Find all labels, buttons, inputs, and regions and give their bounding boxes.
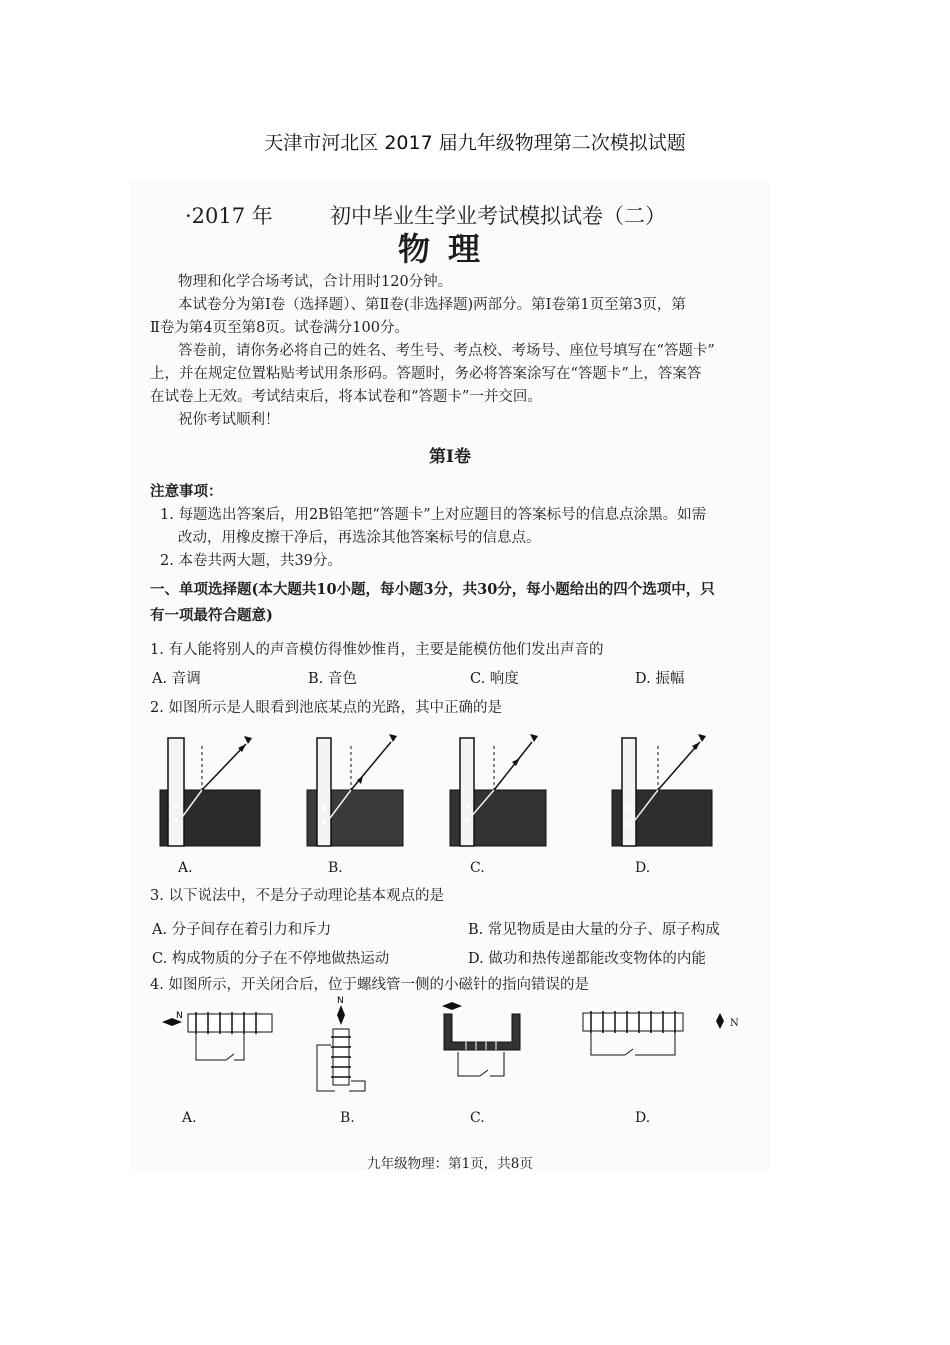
question-3-option-c: C. 构成物质的分子在不停地做热运动 <box>152 951 390 967</box>
intro-line-2b: Ⅱ卷为第4页至第8页。试卷满分100分。 <box>150 320 409 336</box>
intro-line-3b: 上，并在规定位置粘贴考试用条形码。答题时，务必将答案涂写在“答题卡”上，答案答 <box>150 366 702 382</box>
part1-heading-b: 有一项最符合题意) <box>150 607 273 624</box>
question-2-figure-c <box>448 728 568 853</box>
svg-text:N: N <box>176 1011 183 1021</box>
question-4-label-b: B. <box>340 1110 355 1126</box>
question-2-figure-d <box>610 728 730 853</box>
question-2-label-b: B. <box>328 860 343 876</box>
page-footer: 九年级物理：第1页，共8页 <box>367 1156 533 1172</box>
question-1-option-d: D. 振幅 <box>635 671 685 687</box>
question-4-stem: 4. 如图所示，开关闭合后，位于螺线管一侧的小磁针的指向错误的是 <box>150 977 589 993</box>
intro-line-2a: 本试卷分为第Ⅰ卷（选择题）、第Ⅱ卷(非选择题)两部分。第Ⅰ卷第1页至第3页，第 <box>178 297 686 313</box>
question-1-stem: 1. 有人能将别人的声音模仿得惟妙惟肖，主要是能模仿他们发出声音的 <box>150 642 604 658</box>
intro-line-1: 物理和化学合场考试，合计用时120分钟。 <box>178 274 453 290</box>
question-3-option-a: A. 分子间存在着引力和斥力 <box>152 922 332 938</box>
question-4-label-a: A. <box>182 1110 197 1126</box>
question-3-option-b: B. 常见物质是由大量的分子、原子构成 <box>468 922 720 938</box>
question-4-figure-c <box>438 1000 538 1090</box>
question-4-label-c: C. <box>470 1110 485 1126</box>
exam-year: ·2017 年 <box>185 204 273 228</box>
intro-line-4: 祝你考试顺利！ <box>178 412 280 428</box>
compass-n-label: N <box>730 1018 739 1029</box>
section-title: 第Ⅰ卷 <box>429 447 471 467</box>
question-2-figure-a <box>158 728 278 853</box>
question-2-figure-b <box>305 728 425 853</box>
intro-line-3c: 在试卷上无效。考试结束后，将本试卷和“答题卡”一并交回。 <box>150 389 542 405</box>
question-4-figure-b <box>305 995 385 1105</box>
intro-line-3a: 答卷前，请你务必将自己的姓名、考生号、考点校、考场号、座位号填写在“答题卡” <box>178 343 715 359</box>
question-2-stem: 2. 如图所示是人眼看到池底某点的光路，其中正确的是 <box>150 700 502 716</box>
page-title: 天津市河北区 2017 届九年级物理第二次模拟试题 <box>264 132 686 154</box>
scanned-exam-page <box>130 180 770 1170</box>
question-3-option-d: D. 做功和热传递都能改变物体的内能 <box>468 951 706 967</box>
exam-name: 初中毕业生学业考试模拟试卷（二） <box>330 204 666 228</box>
part1-heading-a: 一、单项选择题(本大题共10小题，每小题3分，共30分，每小题给出的四个选项中，只 <box>150 581 715 598</box>
question-4-figure-d <box>575 1005 760 1085</box>
question-4-figure-a <box>160 1010 280 1090</box>
svg-text:N: N <box>337 996 344 1006</box>
notes-item-1a: 1. 每题选出答案后，用2B铅笔把“答题卡”上对应题目的答案标号的信息点涂黑。如需 <box>160 507 707 523</box>
notes-item-1b: 改动，用橡皮擦干净后，再选涂其他答案标号的信息点。 <box>178 530 541 546</box>
question-2-label-d: D. <box>635 860 651 876</box>
question-1-option-c: C. 响度 <box>470 671 519 687</box>
question-3-stem: 3. 以下说法中，不是分子动理论基本观点的是 <box>150 888 444 904</box>
question-2-label-c: C. <box>470 860 485 876</box>
question-1-option-b: B. 音色 <box>308 671 357 687</box>
notes-heading: 注意事项： <box>150 483 223 500</box>
question-1-option-a: A. 音调 <box>152 671 201 687</box>
exam-subject: 物理 <box>398 230 499 268</box>
question-2-label-a: A. <box>178 860 193 876</box>
notes-item-2: 2. 本卷共两大题，共39分。 <box>160 553 342 569</box>
question-4-label-d: D. <box>635 1110 651 1126</box>
